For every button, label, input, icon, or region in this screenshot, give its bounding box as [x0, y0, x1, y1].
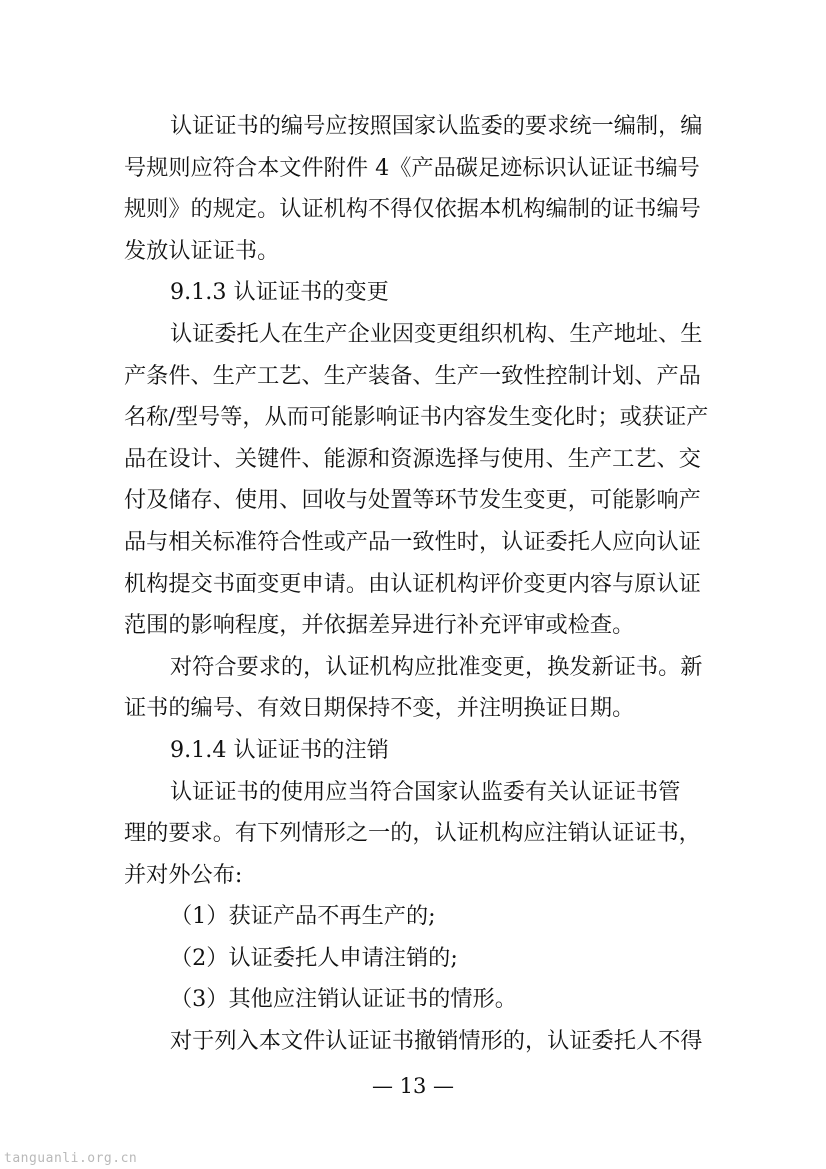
text-line: 并对外公布:	[124, 861, 243, 888]
watermark: tanguanli.org.cn	[4, 1151, 138, 1166]
list-item: （1）获证产品不再生产的;	[170, 903, 436, 930]
document-body	[124, 106, 712, 1063]
text-line: 认证证书的使用应当符合国家认监委有关认证证书管	[170, 778, 681, 805]
text-line: 发放认证证书。	[124, 237, 280, 264]
text-line: 证书的编号、有效日期保持不变，并注明换证日期。	[124, 695, 635, 722]
page-number: — 13 —	[371, 1074, 455, 1098]
text-line: 号规则应符合本文件附件 4《产品碳足迹标识认证证书编号	[124, 154, 700, 181]
text-line: 产条件、生产工艺、生产装备、生产一致性控制计划、产品	[124, 362, 701, 389]
text-line: 认证委托人在生产企业因变更组织机构、生产地址、生	[170, 320, 703, 347]
text-line: 理的要求。有下列情形之一的，认证机构应注销认证证书，	[124, 820, 701, 847]
text-line: 认证证书的编号应按照国家认监委的要求统一编制，编	[170, 113, 703, 139]
text-line: 付及储存、使用、回收与处置等环节发生变更，可能影响产	[124, 487, 701, 514]
text-line: 规则》的规定。认证机构不得仅依据本机构编制的证书编号	[124, 196, 701, 223]
section-heading-9-1-3: 9.1.3 认证证书的变更	[170, 279, 389, 306]
section-heading-9-1-4: 9.1.4 认证证书的注销	[170, 736, 389, 763]
text-line: 对于列入本文件认证证书撤销情形的，认证委托人不得	[170, 1028, 703, 1055]
text-line: 对符合要求的，认证机构应批准变更，换发新证书。新	[170, 653, 703, 680]
text-line: 品在设计、关键件、能源和资源选择与使用、生产工艺、交	[124, 445, 701, 472]
text-line: 品与相关标准符合性或产品一致性时，认证委托人应向认证	[124, 528, 701, 555]
list-item: （3）其他应注销认证证书的情形。	[170, 986, 517, 1013]
text-line: 机构提交书面变更申请。由认证机构评价变更内容与原认证	[124, 570, 701, 597]
text-line: 名称/型号等，从而可能影响证书内容发生变化时；或获证产	[124, 404, 709, 431]
text-line: 范围的影响程度，并依据差异进行补充评审或检查。	[124, 612, 635, 639]
list-item: （2）认证委托人申请注销的;	[170, 944, 458, 971]
